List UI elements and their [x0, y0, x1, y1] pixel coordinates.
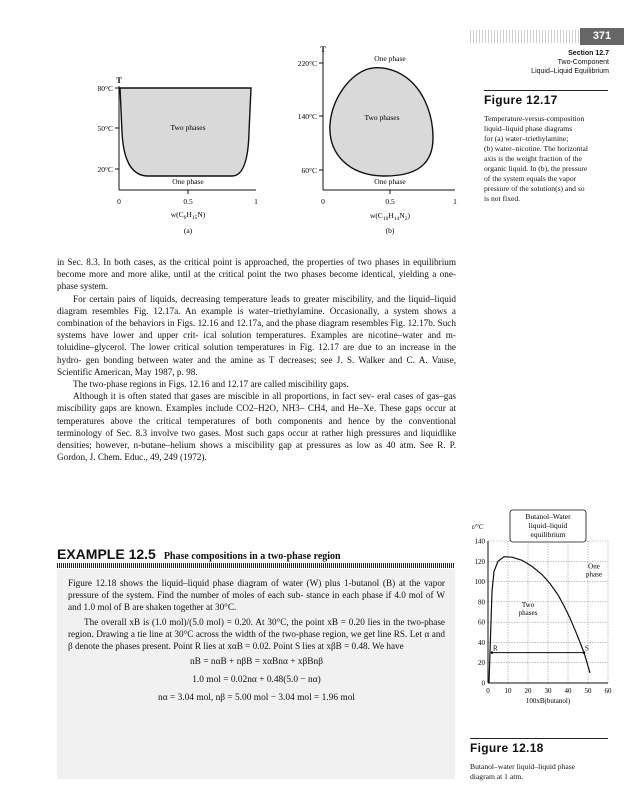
caption-line: axis is the weight fraction of the — [484, 154, 582, 163]
example-paragraph — [68, 577, 445, 613]
region-label-one-phase-bottom: One phase — [374, 177, 406, 186]
text-line: (B) at the vapor pressure of the system. Find the number of moles of each sub- — [68, 578, 445, 600]
text-line: R lies at xαB = 0.02. Point S lies at xβB = 0.48. We have — [194, 641, 404, 651]
text-line: The two-phase regions in Figs. 12.16 and 12.17 are called miscibility gaps. — [73, 379, 349, 390]
y-tick-label: 20°C — [97, 165, 113, 174]
page-number: 371 — [580, 28, 624, 45]
coexistence-curve — [489, 557, 590, 683]
text-line: two-phase region, we get line RS. Let α and β denote the phases present. Point — [68, 629, 446, 651]
caption-line: (b) water–nicotine. The horizontal — [484, 144, 589, 153]
point-s-label: S — [585, 644, 589, 653]
y-tick-label: 140°C — [297, 112, 317, 121]
text-line: phases become identical, yielding a one-phase system. — [57, 269, 456, 292]
paragraph — [57, 293, 456, 378]
figure-12-17-title — [484, 93, 558, 107]
text-line: ical solution temperatures. Examples are nicotine–water and m-toluidine–glycerol. The — [57, 330, 456, 353]
y-tick-label: 60°C — [301, 166, 317, 175]
text-line: gases. Most such gaps occur at rather high pressures and liquidlike densities; however, — [57, 427, 457, 451]
x-axis-label: $w(C_{10}H_{14}N_2)$ — [369, 211, 411, 222]
caption-line: is not fixed. — [484, 194, 521, 203]
section-title-line: Liquid–Liquid Equilibrium — [531, 68, 609, 75]
region-label-one-phase: One — [588, 562, 600, 571]
text-line: gen bonding between water and the amine as T decreases; see J. S. Walker and C. A. — [85, 354, 428, 365]
region-label-one-phase: One phase — [172, 177, 204, 186]
figure-number: 12.17 — [526, 93, 558, 107]
y-axis-label: t/°C — [472, 523, 484, 531]
section-title-line: Two-Component — [557, 59, 609, 66]
x-tick-label: 40 — [564, 687, 572, 695]
example-title: Phase compositions in a two-phase region — [163, 551, 341, 562]
caption-line: for (a) water–triethylamine; — [484, 134, 569, 143]
caption-line: Temperature-versus-composition — [484, 114, 585, 123]
text-line: lower critical solution temperatures in Fig. 12.17 are due to an increase in the hydro- — [57, 342, 457, 365]
figure-12-18-caption — [470, 762, 610, 782]
x-tick-label: 0 — [321, 197, 325, 206]
t-axis-label: T — [116, 76, 122, 85]
y-tick-label: 120 — [474, 557, 485, 566]
y-tick-label: 0 — [481, 679, 485, 688]
text-line: both components and hence by the conventional terminology of Sec. 8.3 involve two — [57, 415, 456, 438]
caption-line: Butanol–water liquid–liquid phase — [470, 762, 576, 771]
caption-rule — [484, 90, 608, 91]
caption-line: of the system equals the vapor — [484, 174, 577, 183]
caption-line: liquid–liquid phase diagrams — [484, 124, 573, 133]
paragraph — [57, 256, 456, 293]
body-text — [57, 256, 456, 463]
x-tick-label: 1 — [254, 197, 258, 206]
figure-12-18-chart — [468, 506, 618, 716]
region-label-two-phases: Two — [521, 600, 535, 609]
text-line: n-butane–helium shows a miscibility gap at pressures as low as 40 atm. See R. P. — [133, 440, 457, 451]
example-label: EXAMPLE 12.5 — [57, 546, 156, 562]
region-label-two-phases: Two phases — [364, 113, 400, 122]
example-text — [68, 577, 445, 704]
inset-title-line: liquid–liquid — [528, 521, 568, 530]
y-tick-label: 60 — [478, 618, 485, 627]
text-line: the liquid–liquid diagram resembles Fig. 12.17a. An example is water–triethylamine. — [57, 293, 456, 316]
chart-series — [489, 557, 590, 683]
text-line: in Sec. 8.3. In both cases, as the critical point is approached, the properties of two — [57, 257, 372, 267]
text-line: and the phase diagram resembles Fig. 12.17b. Such systems have lower and upper crit- — [57, 318, 456, 341]
y-tick-label: 40 — [478, 638, 485, 647]
equation-1: nB = nαB + nβB = xαBnα + xβBnβ — [189, 657, 324, 667]
y-tick-label: 80°C — [97, 84, 113, 93]
x-tick-label: 1 — [453, 197, 457, 206]
caption-rule — [470, 738, 608, 739]
region-label-one-phase-top: One phase — [374, 54, 406, 63]
text-line: Figure 12.18 shows the liquid–liquid phase diagram of water (W) plus 1-butanol — [68, 578, 380, 588]
region-label-two-phases: Two phases — [170, 123, 206, 132]
text-line: phases in equilibrium become more and more alike, until at the critical point the two — [57, 257, 457, 280]
inset-title-line: Butanol–Water — [525, 512, 571, 521]
point-r-label: R — [493, 644, 498, 653]
panel-label: (a) — [183, 226, 193, 235]
x-axis-label: 100xB(butanol) — [525, 697, 571, 705]
equation-2: 1.0 mol = 0.02nα + 0.48(5.0 − nα) — [192, 675, 321, 685]
x-tick-label: 50 — [584, 687, 592, 695]
text-line: stance in each phase if 4.0 mol of W and 1.0 mol of B are shaken together at — [68, 590, 446, 612]
x-tick-label: 0 — [486, 687, 490, 695]
text-line: lies in the two-phase region. Drawing a tie line at 30°C across the width of the — [68, 617, 446, 639]
text-line: Vause, Scientific American, May 1987, p. 98. — [57, 354, 457, 377]
t-axis-label: T — [320, 45, 326, 54]
y-tick-label: 220°C — [297, 59, 317, 68]
text-line: Occasionally, a system shows a combination of the behaviors in Figs. 12.16 and 12.17a, — [57, 305, 456, 329]
region-label-two-phases: phases — [518, 608, 538, 617]
x-axis-label: $w(C_6H_{15}N)$ — [170, 210, 206, 221]
paragraph — [57, 378, 456, 390]
text-line: Gordon, J. Chem. Educ., 49, 249 (1972). — [57, 452, 207, 463]
y-tick-label: 140 — [474, 537, 485, 546]
inset-title-line: equilibrium — [530, 530, 566, 539]
caption-line: organic liquid. In (b), the pressure — [484, 164, 588, 173]
text-line: eral cases of gas–gas miscibility gaps are known. Examples include CO2–H2O, NH3– — [57, 391, 457, 414]
y-tick-label: 100 — [474, 578, 485, 587]
figure-label: Figure — [484, 93, 523, 107]
two-phase-region — [120, 88, 251, 176]
text-line: CH4, and He–Xe. These gaps occur at temperatures above the critical temperatures of — [57, 403, 456, 426]
caption-line: pressure of the solution(s) and so — [484, 184, 585, 193]
figure-12-17-caption — [484, 114, 614, 204]
x-tick-label: 0 — [117, 197, 121, 206]
x-tick-label: 0.5 — [183, 197, 193, 206]
example-paragraph — [68, 616, 445, 652]
panel-label: (b) — [385, 226, 395, 235]
x-tick-label: 0.5 — [385, 197, 395, 206]
figure-number: 12.18 — [512, 741, 544, 755]
caption-line: diagram at 1 atm. — [470, 772, 524, 781]
equation-3: nα = 3.04 mol, nβ = 5.00 mol − 3.04 mol = 1.96 mol — [158, 693, 355, 703]
y-tick-label: 80 — [478, 598, 485, 607]
section-heading — [531, 49, 609, 76]
example-heading — [57, 546, 341, 564]
figure-12-17b — [285, 42, 465, 244]
paragraph — [57, 390, 456, 463]
x-tick-label: 30 — [544, 687, 552, 695]
text-line: The overall xB is (1.0 mol)/(5.0 mol) = 0.20. At 30°C, the point xB = 0.20 — [84, 617, 365, 627]
example-rule — [57, 563, 455, 568]
x-tick-label: 20 — [524, 687, 532, 695]
text-line: For certain pairs of liquids, decreasing temperature leads to greater miscibility, and — [73, 293, 391, 304]
region-label-one-phase: phase — [586, 570, 602, 579]
figure-label: Figure — [470, 741, 509, 755]
text-line: 30°C. — [214, 602, 237, 612]
x-tick-label: 10 — [504, 687, 512, 695]
y-tick-label: 50°C — [97, 124, 113, 133]
x-tick-label: 60 — [604, 687, 612, 695]
figure-12-18-title — [470, 741, 544, 755]
y-tick-label: 20 — [478, 659, 485, 668]
text-line: Although it is often stated that gases are miscible in all proportions, in fact sev- — [73, 391, 375, 402]
section-label: Section 12.7 — [568, 50, 609, 57]
figure-12-17a — [82, 72, 278, 244]
